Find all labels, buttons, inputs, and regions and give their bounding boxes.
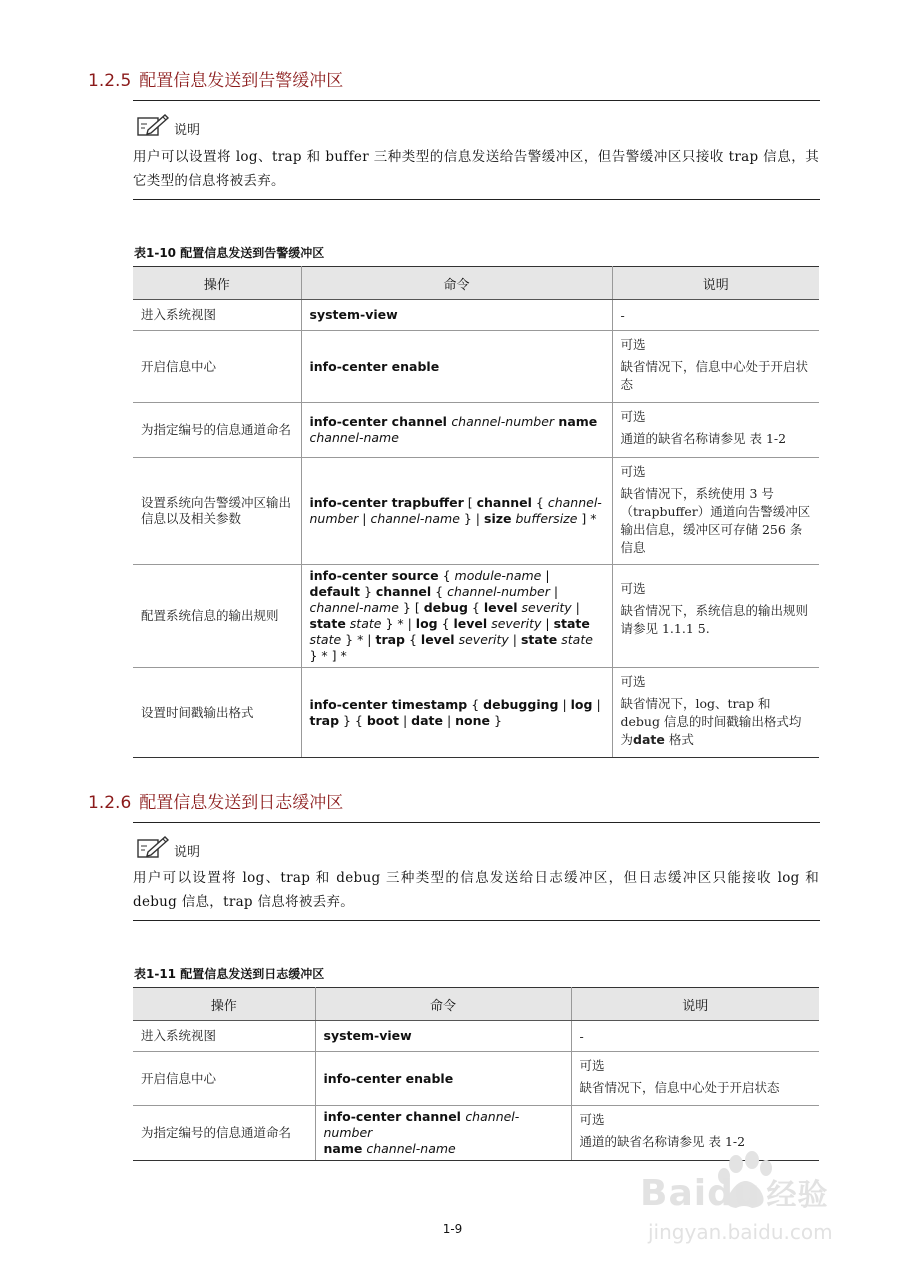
note-text: 用户可以设置将 log、trap 和 buffer 三种类型的信息发送给告警缓冲区，但告警缓冲区只接收 trap 信息，其它类型的信息将被丢弃。	[133, 149, 819, 189]
table-caption-1-10: 表1-10 配置信息发送到告警缓冲区	[134, 246, 325, 260]
table-caption-1-11: 表1-11 配置信息发送到日志缓冲区	[134, 967, 325, 981]
table-row	[133, 403, 819, 458]
operation-cell: 进入系统视图	[133, 300, 301, 331]
header-command: 命令	[315, 988, 571, 1021]
note-pencil-icon	[136, 112, 170, 138]
section-title-1-2-5: 1.2.5 配置信息发送到告警缓冲区	[88, 71, 344, 91]
table-row	[133, 331, 819, 403]
operation-cell: 配置系统信息的输出规则	[133, 565, 301, 668]
description-cell: 可选 缺省情况下，信息中心处于开启状态	[612, 331, 819, 403]
note-heading	[136, 112, 200, 138]
note-text: 用户可以设置将 log、trap 和 debug 三种类型的信息发送给日志缓冲区，但日志缓冲区只能接收 log 和 debug 信息，trap 信息将被丢弃。	[133, 870, 819, 910]
description-cell: -	[571, 1021, 819, 1052]
table-row	[133, 565, 819, 668]
operation-cell: 开启信息中心	[133, 1052, 315, 1106]
header-command: 命令	[301, 267, 612, 300]
description-cell: 可选 缺省情况下，系统使用 3 号（trapbuffer）通道向告警缓冲区输出信息，缓冲区可存储 256 条信息	[612, 458, 819, 565]
description-cell: 可选 通道的缺省名称请参见 表 1-2	[612, 403, 819, 458]
command-cell: info-center channel channel-number name channel-name	[315, 1106, 571, 1161]
operation-cell: 开启信息中心	[133, 331, 301, 403]
note-label: 说明	[174, 845, 201, 860]
description-cell: 可选 缺省情况下，log、trap 和 debug 信息的时间戳输出格式均为date 格式	[612, 668, 819, 758]
header-operation: 操作	[133, 988, 315, 1021]
table-1-10	[133, 266, 819, 758]
command-cell: info-center trapbuffer [ channel { channel-number | channel-name } | size buffersize ] *	[301, 458, 612, 565]
operation-cell: 为指定编号的信息通道命名	[133, 403, 301, 458]
table-row	[133, 668, 819, 758]
command-cell: info-center enable	[301, 331, 612, 403]
section-title-1-2-6: 1.2.6 配置信息发送到日志缓冲区	[88, 793, 344, 813]
note-top-rule	[133, 100, 820, 101]
table-row	[133, 1021, 819, 1052]
command-cell: info-center timestamp { debugging | log | trap } { boot | date | none }	[301, 668, 612, 758]
note-bottom-rule	[133, 199, 820, 200]
header-operation: 操作	[133, 267, 301, 300]
operation-cell: 进入系统视图	[133, 1021, 315, 1052]
operation-cell: 为指定编号的信息通道命名	[133, 1106, 315, 1161]
note-top-rule	[133, 822, 820, 823]
command-cell: info-center channel channel-number name channel-name	[301, 403, 612, 458]
header-description: 说明	[612, 267, 819, 300]
note-bottom-rule	[133, 920, 820, 921]
note-heading	[136, 834, 200, 860]
operation-cell: 设置系统向告警缓冲区输出信息以及相关参数	[133, 458, 301, 565]
note-label: 说明	[174, 123, 201, 138]
header-description: 说明	[571, 988, 819, 1021]
description-cell: -	[612, 300, 819, 331]
operation-cell: 设置时间戳输出格式	[133, 668, 301, 758]
note-pencil-icon	[136, 834, 170, 860]
description-cell: 可选 缺省情况下，系统信息的输出规则请参见 1.1.1 5.	[612, 565, 819, 668]
page-number: 1-9	[442, 1222, 463, 1236]
table-row	[133, 1052, 819, 1106]
command-cell: system-view	[315, 1021, 571, 1052]
command-cell: info-center source { module-name | default } channel { channel-number | channel-name } [ debug { level severity | state state } * | log { level severity | state state } * | trap { level severity | state state } * ] *	[301, 565, 612, 668]
baidu-jingyan-watermark: Baidu 经验 jingyan.baidu.com	[640, 1150, 860, 1260]
table-row	[133, 300, 819, 331]
description-cell: 可选 通道的缺省名称请参见 表 1-2	[571, 1106, 819, 1161]
table-row	[133, 458, 819, 565]
command-cell: info-center enable	[315, 1052, 571, 1106]
description-cell: 可选 缺省情况下，信息中心处于开启状态	[571, 1052, 819, 1106]
command-cell: system-view	[301, 300, 612, 331]
table-1-11	[133, 987, 819, 1161]
